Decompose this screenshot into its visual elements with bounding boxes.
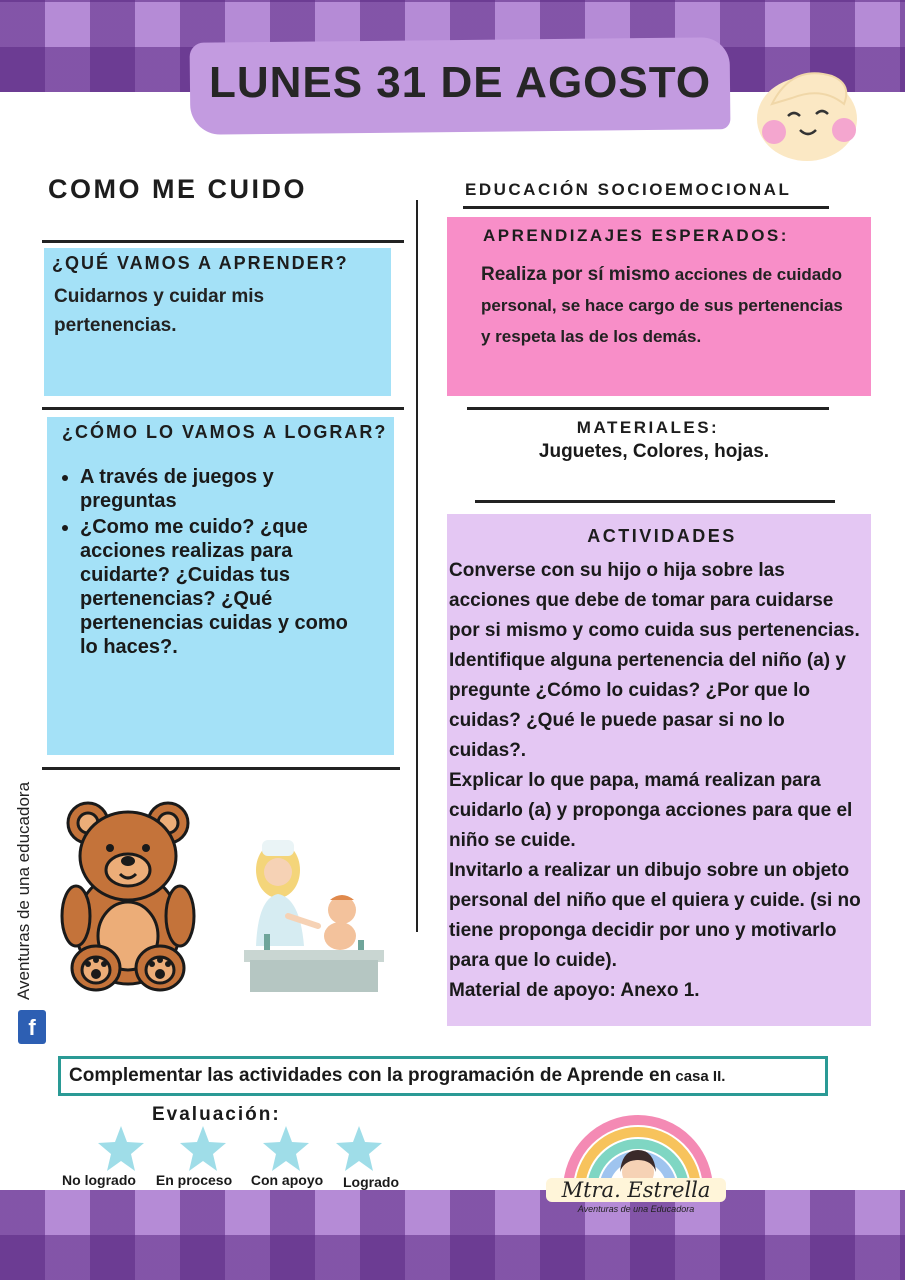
bottom-gingham-band [0, 1190, 905, 1280]
how-heading: ¿CÓMO LO VAMOS A LOGRAR? [62, 422, 388, 442]
expected-text [481, 259, 851, 352]
smiling-face-icon [752, 64, 862, 164]
activity-paragraph: Invitarlo a realizar un dibujo sobre un objeto personal del niño que el quiera y cuide. (si no tiene proponga decidir por uno y motivarlo para que lo cuide). [449, 860, 861, 971]
teddy-bear-icon [58, 798, 198, 994]
subject-underline [463, 206, 829, 209]
activity-paragraph: Material de apoyo: Anexo 1. [449, 980, 700, 1001]
learn-text: Cuidarnos y cuidar mis pertenencias. [54, 286, 265, 336]
expected-rest: acciones de cuidado personal, se hace cargo de sus pertenencias y respeta las de los demás. [481, 265, 843, 346]
how-list [52, 465, 370, 661]
activity-paragraph: Explicar lo que papa, mamá realizan para cuidarlo (a) y proponga acciones para que el niño se cuide. [449, 770, 853, 851]
expected-heading: APRENDIZAJES ESPERADOS: [483, 226, 789, 245]
complement-banner [58, 1056, 828, 1096]
how-item: • A través de juegos y preguntas [80, 465, 370, 513]
star-icon[interactable] [261, 1124, 311, 1174]
materials-heading: MATERIALES: [576, 418, 720, 437]
logo-name: Mtra. Estrella [546, 1178, 726, 1202]
materials-text: Juguetes, Colores, hojas. [538, 441, 770, 462]
materials-bottom-rule [475, 500, 835, 503]
page-title: LUNES 31 DE AGOSTO [208, 58, 712, 107]
evaluation-heading: Evaluación: [152, 1104, 281, 1125]
side-credit: Aventuras de una educadora [14, 781, 33, 1000]
how-bottom-rule [42, 767, 400, 770]
activity-paragraph: Identifique alguna pertenencia del niño (a) y pregunte ¿Cómo lo cuidas? ¿Por que lo cuidas? ¿Qué le puede pasar si no lo cuidas?. [449, 650, 846, 761]
subject-heading: EDUCACIÓN SOCIOEMOCIONAL [465, 180, 792, 199]
banner-suffix: casa II. [671, 1068, 726, 1085]
how-item: • ¿Como me cuido? ¿que acciones realizas para cuidarte? ¿Cuidas tus pertenencias? ¿Qué pertenencias cuidas y como lo haces?. [80, 515, 370, 659]
eval-label-logrado: Logrado [343, 1174, 399, 1190]
star-icon[interactable] [178, 1124, 228, 1174]
star-icon[interactable] [96, 1124, 146, 1174]
star-icon[interactable] [334, 1124, 384, 1174]
facebook-icon[interactable]: f [18, 1010, 46, 1044]
how-top-rule [42, 407, 404, 410]
eval-label-en-proceso: En proceso [155, 1172, 233, 1188]
eval-label-no-logrado: No logrado [62, 1172, 136, 1188]
left-topic-heading: COMO ME CUIDO [48, 174, 307, 204]
column-divider [416, 200, 418, 932]
activities-text [449, 556, 867, 1006]
banner-main: Complementar las actividades con la programación de Aprende en [69, 1065, 672, 1086]
activity-paragraph: Converse con su hijo o hija sobre las acciones que debe de tomar para cuidarse por si mismo y como cuida sus pertenencias. [449, 560, 860, 641]
doctor-baby-illustration [238, 836, 388, 994]
logo-tagline: Aventuras de una Educadora [577, 1204, 695, 1214]
learn-top-rule [42, 240, 404, 243]
learn-heading: ¿QUÉ VAMOS A APRENDER? [52, 253, 349, 273]
eval-label-con-apoyo: Con apoyo [250, 1172, 324, 1188]
expected-lead: Realiza por sí mismo [481, 264, 671, 285]
activities-heading: ACTIVIDADES [587, 526, 737, 546]
materials-top-rule [467, 407, 829, 410]
